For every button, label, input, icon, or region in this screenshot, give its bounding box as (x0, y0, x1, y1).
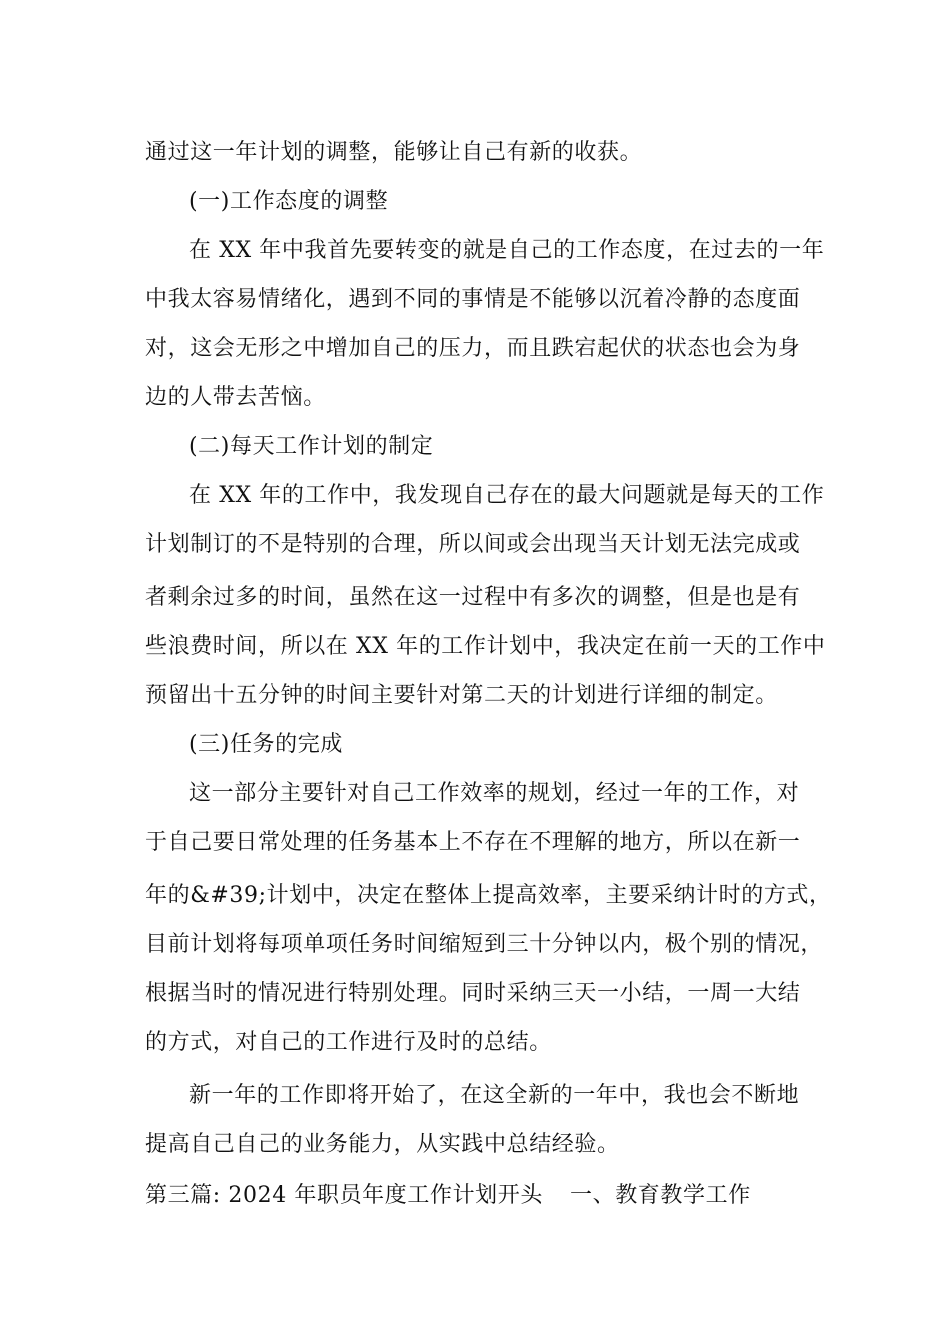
paragraph-line: 者剩余过多的时间，虽然在这一过程中有多次的调整，但是也是有 (145, 585, 801, 610)
paragraph-line: 的方式，对自己的工作进行及时的总结。 (145, 1030, 552, 1055)
paragraph-line: 对，这会无形之中增加自己的压力，而且跌宕起伏的状态也会为身 (145, 336, 801, 361)
paragraph-line: 于自己要日常处理的任务基本上不存在不理解的地方，所以在新一 (145, 830, 801, 855)
paragraph-line: 计划制订的不是特别的合理，所以间或会出现当天计划无法完成或 (145, 532, 801, 557)
paragraph-line: 这一部分主要针对自己工作效率的规划，经过一年的工作，对 (189, 781, 800, 806)
section-heading-3: (三)任务的完成 (189, 732, 343, 757)
paragraph-line: 根据当时的情况进行特别处理。同时采纳三天一小结，一周一大结 (145, 981, 801, 1006)
paragraph-line: 通过这一年计划的调整，能够让自己有新的收获。 (145, 140, 643, 165)
paragraph-line: 中我太容易情绪化，遇到不同的事情是不能够以沉着冷静的态度面 (145, 287, 801, 312)
paragraph-line: 年的&#39;计划中，决定在整体上提高效率，主要采纳计时的方式， (145, 883, 832, 908)
chapter-heading-left: 第三篇: 2024 年职员年度工作计划开头 (145, 1183, 543, 1208)
section-heading-2: (二)每天工作计划的制定 (189, 434, 434, 459)
paragraph-line: 预留出十五分钟的时间主要针对第二天的计划进行详细的制定。 (145, 683, 778, 708)
chapter-heading (145, 1181, 751, 1211)
paragraph-line: 目前计划将每项单项任务时间缩短到三十分钟以内，极个别的情况， (145, 932, 824, 957)
paragraph-line: 在 XX 年中我首先要转变的就是自己的工作态度，在过去的一年 (189, 238, 825, 263)
paragraph-line: 边的人带去苦恼。 (145, 385, 326, 410)
paragraph-line: 新一年的工作即将开始了，在这全新的一年中，我也会不断地 (189, 1083, 800, 1108)
section-heading-1: (一)工作态度的调整 (189, 189, 389, 214)
paragraph-line: 些浪费时间，所以在 XX 年的工作计划中，我决定在前一天的工作中 (145, 634, 826, 659)
paragraph-line: 提高自己自己的业务能力，从实践中总结经验。 (145, 1132, 620, 1157)
chapter-heading-right: 一、教育教学工作 (570, 1183, 751, 1208)
paragraph-line: 在 XX 年的工作中，我发现自己存在的最大问题就是每天的工作 (189, 483, 825, 508)
